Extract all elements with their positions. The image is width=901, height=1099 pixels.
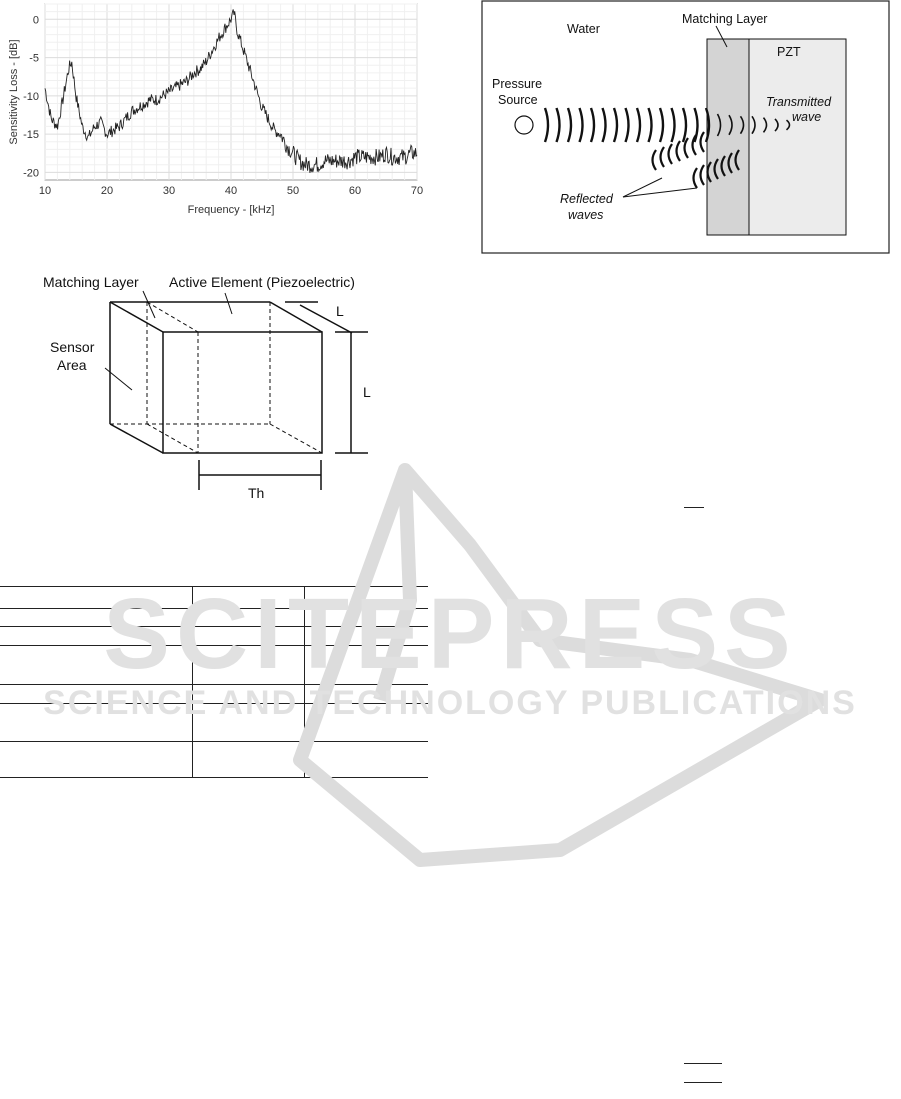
chart-ylabel: Sensitivity Loss - [dB] [8,39,20,145]
label-matching-layer: Matching Layer [682,12,768,26]
label-pzt: PZT [777,45,801,59]
watermark-book-icon [300,470,820,860]
label-pressure-source-1: Pressure [492,77,543,91]
table-column-divider [304,586,305,778]
x-tick-label: 50 [286,185,300,197]
block-front-face [163,332,322,453]
chart-xlabel: Frequency - [kHz] [187,204,275,216]
label-pressure-source-2: Source [498,93,538,107]
table-row [0,608,428,609]
hidden-edge [270,424,322,453]
label-dim-th: Th [248,485,265,501]
label-sensor-area-1: Sensor [50,339,95,355]
label-water: Water [567,22,600,36]
y-tick-label: -15 [23,129,39,142]
label-reflected-1: Reflected [560,192,613,206]
dim-l-top-line [300,305,352,333]
sensor-geometry-diagram [0,262,430,502]
watermark-title: SCITEPRESS [103,578,797,690]
y-tick-label: -5 [29,52,39,65]
rule-line [684,507,704,508]
y-tick-label: 0 [32,14,39,27]
publisher-watermark [0,440,901,880]
label-active-element: Active Element (Piezoelectric) [169,274,355,290]
table-row [0,645,428,646]
table-row [0,703,428,704]
label-dim-l-top: L [336,303,344,319]
label-dim-l-side: L [363,384,371,400]
x-tick-label: 60 [348,185,362,197]
table-column-divider [192,586,193,778]
pressure-source-circle [515,116,533,134]
pzt-block [749,39,846,235]
table-row [0,626,428,627]
x-tick-label: 40 [224,185,238,197]
block-top-right [270,302,322,332]
x-tick-label: 30 [162,185,176,197]
matching-layer-block [707,39,749,235]
label-matching-layer: Matching Layer [43,274,139,290]
x-tick-label: 20 [100,185,114,197]
rule-line [684,1082,722,1083]
watermark-book-icon [380,470,410,700]
rule-line [684,1063,722,1064]
x-tick-label: 10 [38,185,52,197]
label-transmitted-2: wave [792,110,822,124]
table-row [0,777,428,778]
label-transmitted-1: Transmitted [766,95,832,109]
label-reflected-2: waves [568,208,604,222]
label-sensor-area-2: Area [57,357,87,373]
table-row [0,586,428,587]
wave-transmission-diagram [481,0,891,256]
table-row [0,741,428,742]
table-row [0,684,428,685]
y-tick-label: -10 [23,90,39,103]
sensitivity-chart [0,0,430,220]
leader-sensor-area [105,368,132,390]
x-tick-label: 70 [410,185,424,197]
watermark-subtitle: SCIENCE AND TECHNOLOGY PUBLICATIONS [43,684,857,722]
y-tick-label: -20 [23,167,39,180]
leader-matching-layer [143,291,155,318]
leader-active-element [225,293,232,314]
